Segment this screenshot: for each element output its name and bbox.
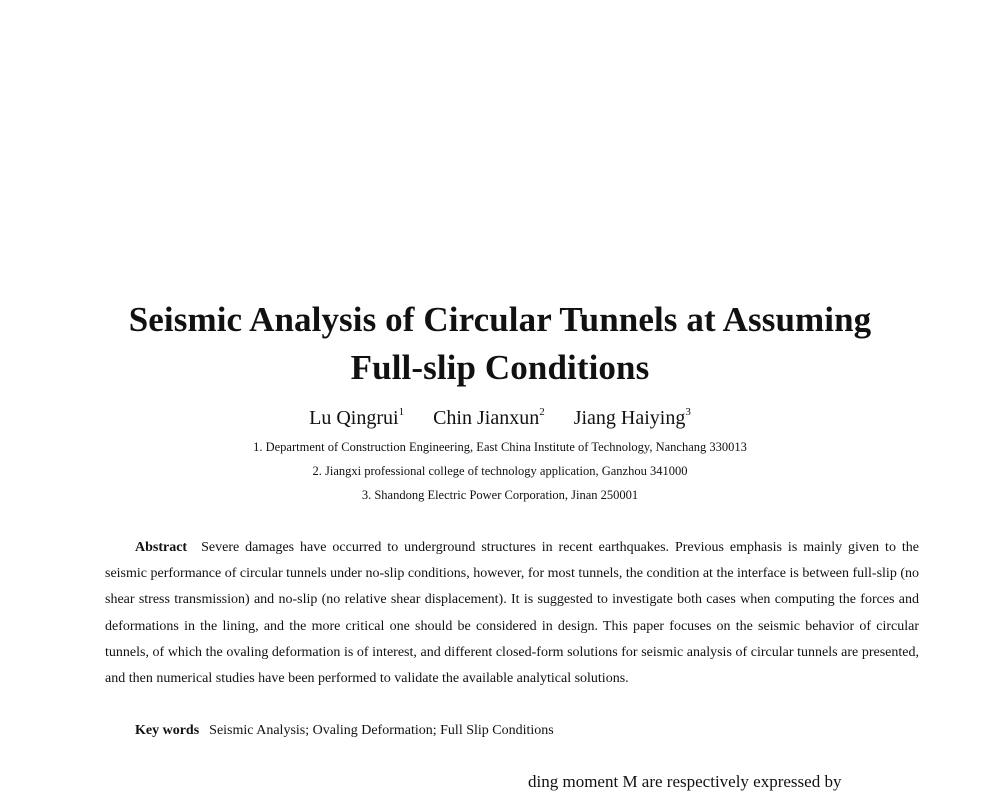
author-list bbox=[0, 404, 1000, 432]
abstract bbox=[105, 535, 919, 692]
author-1 bbox=[309, 407, 404, 429]
abstract-label: Abstract bbox=[135, 540, 188, 555]
author-name: Jiang Haiying bbox=[573, 407, 686, 429]
author-affiliation-mark: 2 bbox=[539, 406, 545, 418]
keywords-text: Seismic Analysis; Ovaling Deformation; Full Slip Conditions bbox=[209, 723, 554, 738]
abstract-text: Severe damages have occurred to underground structures in recent earthquakes. Previous emphasis is mainly given to the seismic performance of circular tunnels under no-slip conditions, however, for most tunnels, the condition at the interface is between full-slip (no shear stress transmission) and no-slip (no relative shear displacement). It is suggested to investigate both cases when computing the forces and deformations in the lining, and the more critical one should be considered in design. This paper focuses on the seismic behavior of circular tunnels, of which the ovaling deformation is of interest, and different closed-form solutions for seismic analysis of circular tunnels are presented, and then numerical studies have been performed to validate the available analytical solutions. bbox=[105, 540, 919, 687]
author-affiliation-mark: 1 bbox=[398, 406, 405, 418]
author-3 bbox=[574, 407, 691, 429]
affiliation-3: 3. Shandong Electric Power Corporation, Jinan 250001 bbox=[361, 488, 639, 502]
body-text-cutoff: ding moment M are respectively expressed by bbox=[528, 772, 842, 791]
keywords bbox=[135, 719, 554, 743]
paper-title-line-1: Seismic Analysis of Circular Tunnels at Assuming bbox=[128, 300, 872, 339]
keywords-label: Key words bbox=[135, 723, 200, 738]
author-2 bbox=[433, 407, 545, 429]
author-affiliation-mark: 3 bbox=[685, 406, 691, 418]
affiliation-2: 2. Jiangxi professional college of technology application, Ganzhou 341000 bbox=[312, 464, 688, 478]
author-name: Chin Jianxun bbox=[433, 407, 540, 429]
affiliation-1: 1. Department of Construction Engineering, East China Institute of Technology, Nanchang 330013 bbox=[253, 440, 747, 454]
paper-title-line-2: Full-slip Conditions bbox=[350, 348, 650, 387]
author-name: Lu Qingrui bbox=[309, 407, 399, 429]
